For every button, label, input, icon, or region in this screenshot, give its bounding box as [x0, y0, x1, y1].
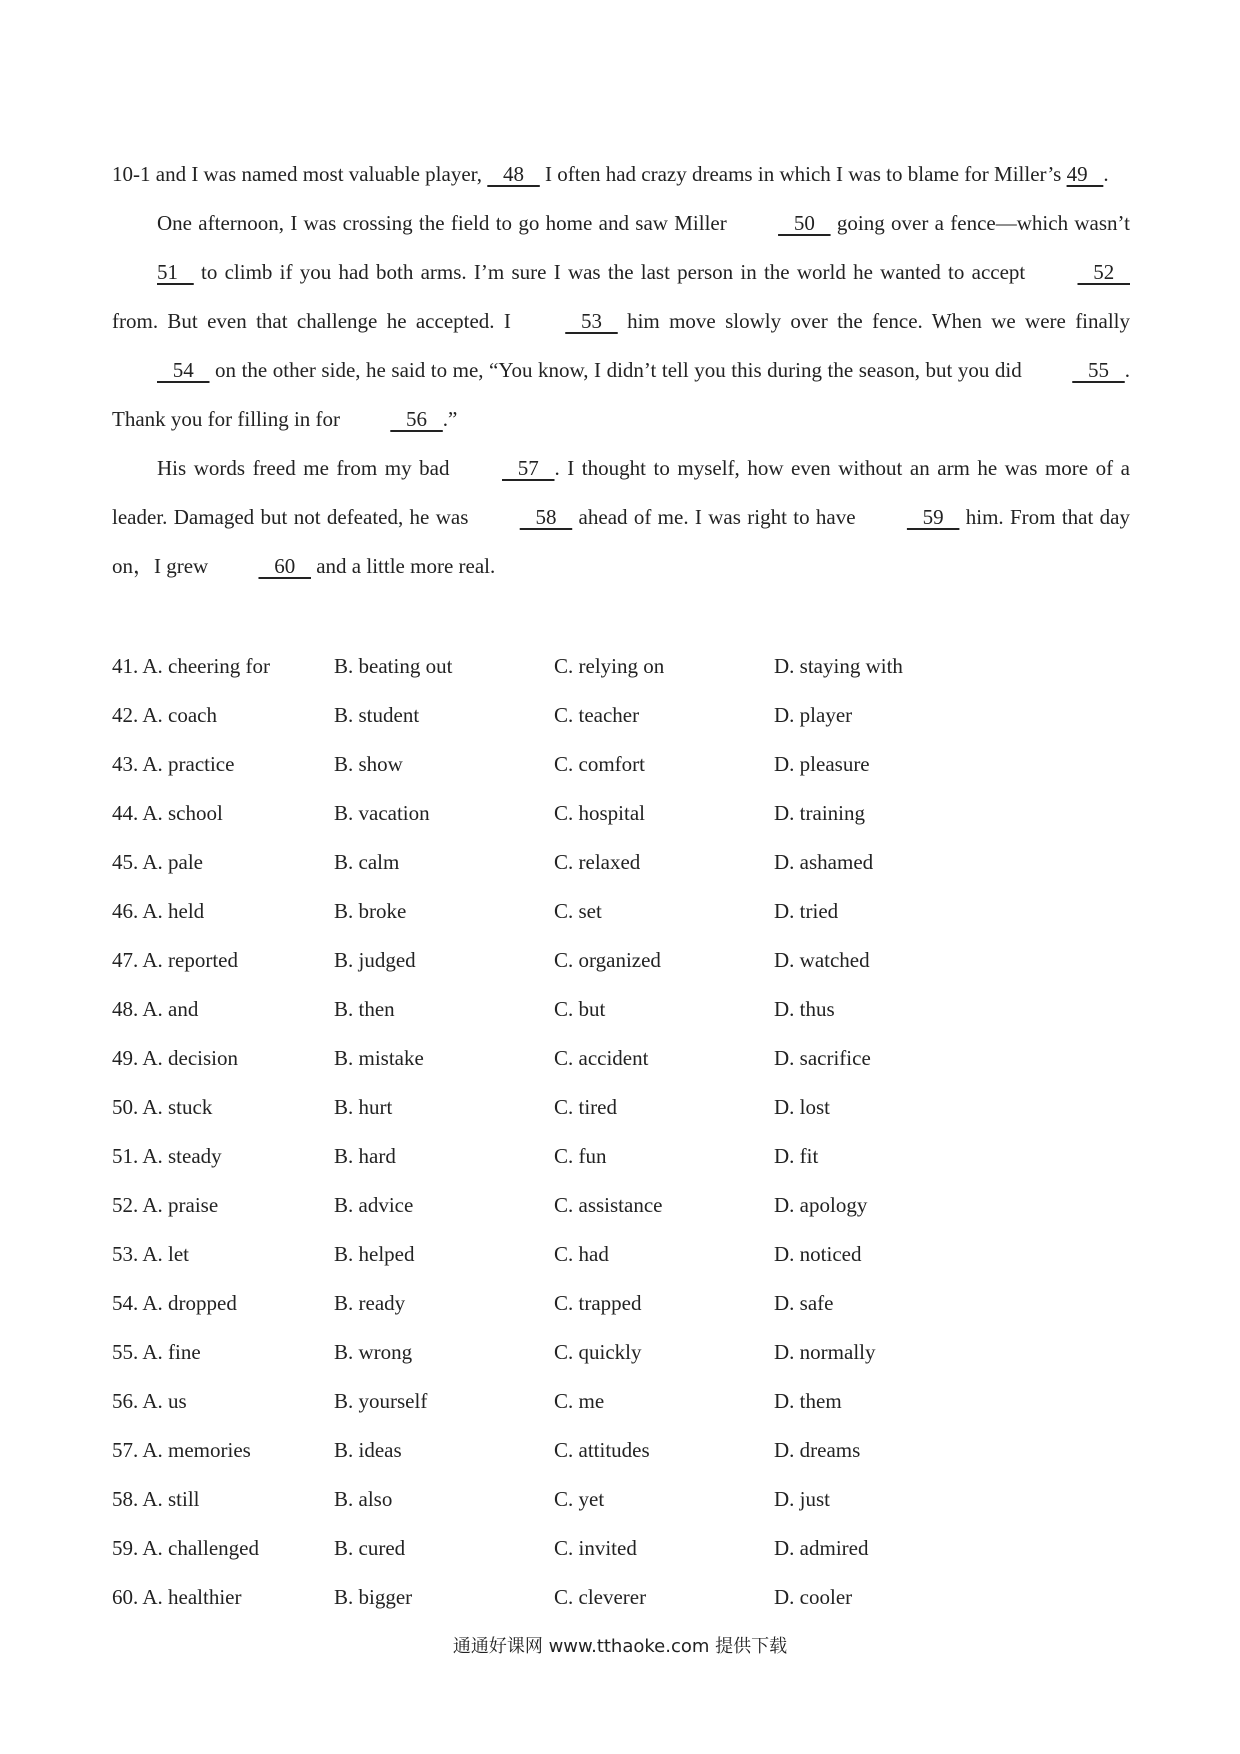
option-d: D. staying with: [774, 654, 903, 678]
option-c: C. organized: [554, 948, 661, 972]
question-option-a: 48. A. and: [112, 997, 199, 1021]
option-d: D. thus: [774, 997, 835, 1021]
option-b: B. beating out: [334, 654, 453, 678]
question-option-a: 50. A. stuck: [112, 1095, 213, 1119]
option-d: D. training: [774, 801, 865, 825]
blank-52: 52: [1077, 260, 1130, 284]
passage-text: .”: [442, 407, 458, 431]
option-b: B. ready: [334, 1291, 406, 1315]
question-option-a: 58. A. still: [112, 1487, 200, 1511]
question-option-a: 41. A. cheering for: [112, 654, 271, 678]
question-option-a: 49. A. decision: [112, 1046, 238, 1070]
passage-text: from. But even that challenge he accepted. I: [112, 309, 521, 333]
question-row: [112, 1475, 1130, 1524]
question-option-a: 46. A. held: [112, 899, 205, 923]
option-b: B. student: [334, 703, 420, 727]
question-row: [112, 691, 1130, 740]
blank-60: 60: [258, 554, 311, 578]
option-c: C. hospital: [554, 801, 646, 825]
option-b: B. vacation: [334, 801, 430, 825]
blank-55: 55: [1072, 358, 1125, 382]
option-d: D. watched: [774, 948, 870, 972]
option-d: D. dreams: [774, 1438, 861, 1462]
question-option-a: 56. A. us: [112, 1389, 187, 1413]
option-c: C. cleverer: [554, 1585, 647, 1609]
question-row: [112, 1034, 1130, 1083]
passage-text: to climb if you had both arms. I’m sure I was the last person in the world he wanted to accept: [193, 260, 1033, 284]
passage-text: going over a fence—which wasn’t: [830, 211, 1130, 235]
question-row: [112, 642, 1130, 691]
option-b: B. hard: [334, 1144, 396, 1168]
option-c: C. assistance: [554, 1193, 663, 1217]
option-d: D. ashamed: [774, 850, 874, 874]
page-footer: 通通好课网 www.tthaoke.com 提供下载: [452, 1636, 788, 1657]
option-b: B. mistake: [334, 1046, 424, 1070]
option-c: C. comfort: [554, 752, 645, 776]
question-option-a: 54. A. dropped: [112, 1291, 237, 1315]
option-c: C. quickly: [554, 1340, 642, 1364]
option-c: C. relaxed: [554, 850, 641, 874]
option-b: B. hurt: [334, 1095, 393, 1119]
cloze-passage: [112, 150, 1130, 591]
option-d: D. fit: [774, 1144, 819, 1168]
option-c: C. accident: [554, 1046, 649, 1070]
option-d: D. normally: [774, 1340, 876, 1364]
question-option-a: 60. A. healthier: [112, 1585, 242, 1609]
option-c: C. attitudes: [554, 1438, 650, 1462]
blank-59: 59: [906, 505, 960, 529]
option-d: D. noticed: [774, 1242, 862, 1266]
question-row: [112, 985, 1130, 1034]
question-option-a: 47. A. reported: [112, 948, 238, 972]
option-b: B. then: [334, 997, 395, 1021]
question-row: [112, 1524, 1130, 1573]
question-option-a: 57. A. memories: [112, 1438, 251, 1462]
blank-58: 58: [519, 505, 573, 529]
option-d: D. sacrifice: [774, 1046, 871, 1070]
blank-51: 51: [157, 260, 194, 284]
option-b: B. wrong: [334, 1340, 413, 1364]
answer-options: [112, 642, 1130, 1622]
option-c: C. me: [554, 1389, 605, 1413]
blank-57: 57: [502, 456, 555, 480]
passage-text: One afternoon, I was crossing the field to go home and saw Miller: [157, 211, 734, 235]
option-d: D. tried: [774, 899, 839, 923]
question-row: [112, 789, 1130, 838]
passage-text: and a little more real.: [310, 554, 496, 578]
passage-text: 10-1 and I was named most valuable player,: [112, 162, 488, 186]
passage-text: ahead of me. I was right to have: [572, 505, 862, 529]
option-c: C. teacher: [554, 703, 640, 727]
option-c: C. fun: [554, 1144, 607, 1168]
question-row: [112, 740, 1130, 789]
passage-text: . Thank you for filling in for: [112, 358, 1130, 431]
option-c: C. yet: [554, 1487, 605, 1511]
question-row: [112, 887, 1130, 936]
question-option-a: 52. A. praise: [112, 1193, 219, 1217]
option-d: D. lost: [774, 1095, 831, 1119]
option-b: B. show: [334, 752, 403, 776]
option-b: B. yourself: [334, 1389, 428, 1413]
question-option-a: 43. A. practice: [112, 752, 235, 776]
option-d: D. safe: [774, 1291, 834, 1315]
option-b: B. broke: [334, 899, 407, 923]
question-row: [112, 1132, 1130, 1181]
question-row: [112, 838, 1130, 887]
option-b: B. calm: [334, 850, 400, 874]
blank-53: 53: [565, 309, 618, 333]
question-row: [112, 936, 1130, 985]
question-row: [112, 1328, 1130, 1377]
blank-54: 54: [157, 358, 210, 382]
option-b: B. helped: [334, 1242, 415, 1266]
passage-text: .: [1103, 162, 1109, 186]
option-b: B. ideas: [334, 1438, 402, 1462]
blank-49: 49: [1066, 162, 1104, 186]
question-option-a: 51. A. steady: [112, 1144, 222, 1168]
question-option-a: 44. A. school: [112, 801, 223, 825]
question-row: [112, 1279, 1130, 1328]
option-c: C. set: [554, 899, 602, 923]
question-row: [112, 1377, 1130, 1426]
option-d: D. apology: [774, 1193, 868, 1217]
option-d: D. just: [774, 1487, 831, 1511]
blank-56: 56: [390, 407, 443, 431]
passage-text: . I thought to myself, how even without an arm he was more of a leader. Damaged but not defeated, he was: [112, 456, 1130, 529]
option-b: B. cured: [334, 1536, 406, 1560]
option-d: D. player: [774, 703, 853, 727]
passage-text: him move slowly over the fence. When we were finally: [617, 309, 1131, 333]
paragraph-1: [112, 150, 1130, 199]
passage-text: him. From that day on，I grew: [112, 505, 1130, 578]
option-d: D. pleasure: [774, 752, 870, 776]
question-option-a: 42. A. coach: [112, 703, 217, 727]
question-option-a: 45. A. pale: [112, 850, 203, 874]
option-c: C. relying on: [554, 654, 665, 678]
passage-text: His words freed me from my bad: [157, 456, 457, 480]
question-row: [112, 1230, 1130, 1279]
option-d: D. cooler: [774, 1585, 853, 1609]
option-b: B. advice: [334, 1193, 414, 1217]
option-c: C. trapped: [554, 1291, 642, 1315]
question-option-a: 55. A. fine: [112, 1340, 201, 1364]
question-row: [112, 1083, 1130, 1132]
blank-50: 50: [778, 211, 831, 235]
option-d: D. them: [774, 1389, 842, 1413]
passage-text: I often had crazy dreams in which I was to blame for Miller’s: [539, 162, 1067, 186]
passage-text: on the other side, he said to me, “You know, I didn’t tell you this during the season, but you did: [209, 358, 1028, 382]
paragraph-3: [112, 444, 1130, 591]
option-b: B. also: [334, 1487, 393, 1511]
option-d: D. admired: [774, 1536, 869, 1560]
option-b: B. judged: [334, 948, 416, 972]
blank-48: 48: [487, 162, 540, 186]
question-row: [112, 1181, 1130, 1230]
question-row: [112, 1426, 1130, 1475]
option-b: B. bigger: [334, 1585, 413, 1609]
option-c: C. tired: [554, 1095, 617, 1119]
question-row: [112, 1573, 1130, 1622]
option-c: C. but: [554, 997, 606, 1021]
option-c: C. had: [554, 1242, 609, 1266]
paragraph-2: [112, 199, 1130, 444]
option-c: C. invited: [554, 1536, 637, 1560]
question-option-a: 59. A. challenged: [112, 1536, 259, 1560]
question-option-a: 53. A. let: [112, 1242, 189, 1266]
